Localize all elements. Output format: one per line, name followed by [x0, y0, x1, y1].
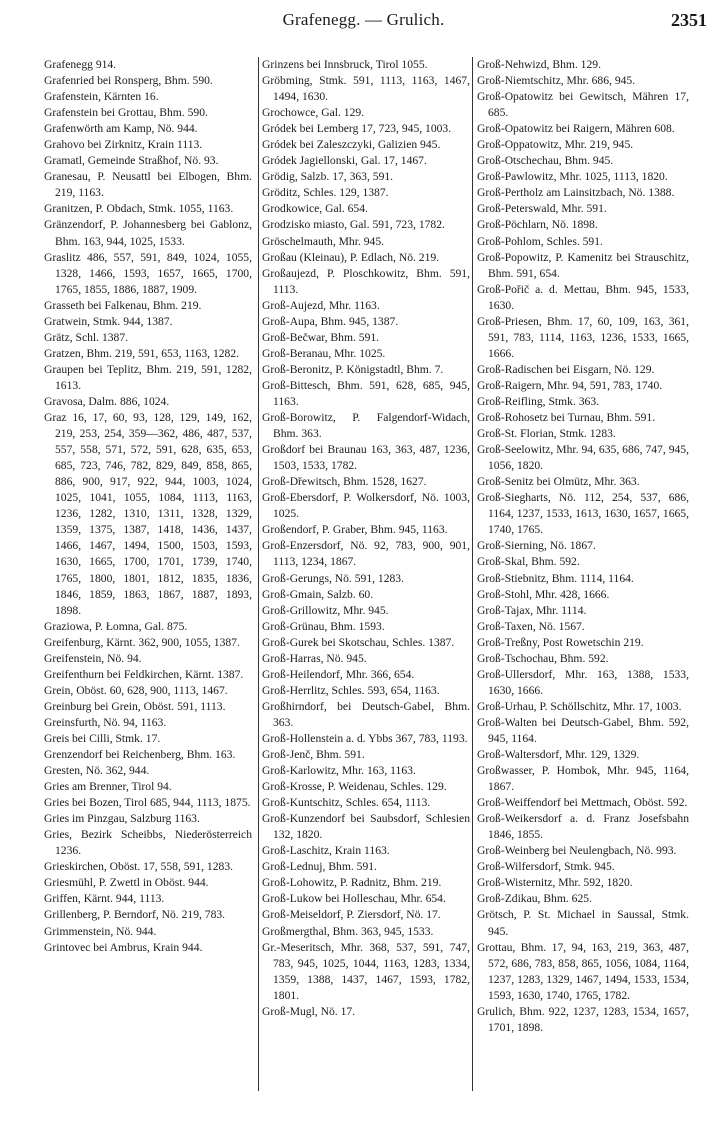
index-entry: Grafenstein bei Grottau, Bhm. 590.	[44, 106, 208, 120]
index-entry: Groß-Bečwar, Bhm. 591.	[262, 330, 380, 344]
index-entry: Graupen bei Teplitz, Bhm. 219, 591, 1282, 1613.	[44, 362, 252, 392]
index-entry: Groß-Ebersdorf, P. Wolkersdorf, Nö. 1003, 1025.	[262, 491, 470, 521]
index-entry: Groß-Weiffendorf bei Mettmach, Oböst. 592.	[477, 796, 688, 810]
index-entry: Gränzendorf, P. Johannesberg bei Gablonz, Bhm. 163, 944, 1025, 1533.	[44, 218, 252, 248]
column-divider	[258, 57, 259, 1091]
index-entry: Grulich, Bhm. 922, 1237, 1283, 1534, 1657, 1701, 1898.	[477, 1004, 689, 1034]
index-entry: Großaujezd, P. Ploschkowitz, Bhm. 591, 1113.	[262, 266, 470, 296]
index-entry: Groß-Taxen, Nö. 1567.	[477, 619, 585, 633]
index-entry: Grintovec bei Ambrus, Krain 944.	[44, 940, 203, 954]
index-entry: Graziowa, P. Łomna, Gal. 875.	[44, 619, 188, 633]
index-column-3	[477, 57, 689, 1036]
index-entry: Groß-Peterswald, Mhr. 591.	[477, 202, 607, 216]
index-entry: Groß-Borowitz, P. Falgendorf-Widach, Bhm. 363.	[262, 411, 470, 441]
index-entry: Groß-Krosse, P. Weidenau, Schles. 129.	[262, 780, 447, 794]
index-entry: Gries im Pinzgau, Salzburg 1163.	[44, 812, 200, 826]
index-entry: Groß-Waltersdorf, Mhr. 129, 1329.	[477, 748, 640, 762]
index-entry: Groß-Grünau, Bhm. 1593.	[262, 619, 385, 633]
index-entry: Groß-Enzersdorf, Nö. 92, 783, 900, 901, 1113, 1234, 1867.	[262, 539, 470, 569]
index-entry: Grinzens bei Innsbruck, Tirol 1055.	[262, 58, 428, 71]
index-entry: Grasseth bei Falkenau, Bhm. 219.	[44, 298, 202, 312]
index-entry: Greinburg bei Grein, Oböst. 591, 1113.	[44, 699, 226, 713]
index-entry: Groß-Bittesch, Bhm. 591, 628, 685, 945, 1163.	[262, 378, 470, 408]
index-entry: Groß-Senitz bei Olmütz, Mhr. 363.	[477, 475, 640, 489]
index-entry: Groß-Otschechau, Bhm. 945.	[477, 154, 614, 168]
index-entry: Großhirndorf, bei Deutsch-Gabel, Bhm. 363.	[262, 699, 470, 729]
index-entry: Großmergthal, Bhm. 363, 945, 1533.	[262, 924, 434, 938]
index-entry: Grimmenstein, Nö. 944.	[44, 924, 157, 938]
index-entry: Greifenthurn bei Feldkirchen, Kärnt. 1387.	[44, 667, 244, 681]
index-entry: Grötsch, P. St. Michael in Saussal, Stmk. 945.	[477, 908, 689, 938]
index-entry: Grödig, Salzb. 17, 363, 591.	[262, 170, 394, 184]
index-entry: Gries am Brenner, Tirol 94.	[44, 780, 172, 794]
index-entry: Groß-Beranau, Mhr. 1025.	[262, 346, 386, 360]
index-entry: Groß-Stohl, Mhr. 428, 1666.	[477, 587, 610, 601]
index-entry: Groß-Herrlitz, Schles. 593, 654, 1163.	[262, 683, 440, 697]
index-entry: Groß-Meiseldorf, P. Ziersdorf, Nö. 17.	[262, 908, 441, 922]
index-entry: Groß-Gurek bei Skotschau, Schles. 1387.	[262, 635, 455, 649]
index-entry: Grieskirchen, Oböst. 17, 558, 591, 1283.	[44, 860, 234, 874]
index-entry: Graz 16, 17, 60, 93, 128, 129, 149, 162, 219, 253, 254, 359—362, 486, 487, 537, 557, 558, 571, 572, 591, 628, 635, 653, 685, 723, 746, 782, 829, 849, 858, 865, 886, 900, 917, 922, 944, 1003, 1024, 1025, 1041, 1055, 1084, 1113, 1163, 1236, 1282, 1310, 1311, 1328, 1329, 1359, 1375, 1387, 1418, 1436, 1437, 1466, 1467, 1494, 1500, 1503, 1593, 1630, 1665, 1700, 1701, 1739, 1740, 1765, 1800, 1801, 1812, 1835, 1836, 1846, 1859, 1863, 1867, 1887, 1893, 1898.	[44, 411, 252, 617]
index-entry: Groß-Laschitz, Krain 1163.	[262, 844, 390, 858]
column-divider	[472, 57, 473, 1091]
index-entry: Groß-Sierning, Nö. 1867.	[477, 539, 596, 553]
index-column-1	[44, 57, 252, 956]
index-entry: Grafenried bei Ronsperg, Bhm. 590.	[44, 74, 213, 88]
index-entry: Groß-Seelowitz, Mhr. 94, 635, 686, 747, 945, 1056, 1820.	[477, 443, 689, 473]
index-entry: Greis bei Cilli, Stmk. 17.	[44, 731, 161, 745]
index-entry: Groß-Lohowitz, P. Radnitz, Bhm. 219.	[262, 876, 442, 890]
index-entry: Grein, Oböst. 60, 628, 900, 1113, 1467.	[44, 683, 228, 697]
index-entry: Groß-Tajax, Mhr. 1114.	[477, 603, 587, 617]
index-entry: Groß-Gmain, Salzb. 60.	[262, 587, 374, 601]
index-entry: Groß-Ullersdorf, Mhr. 163, 1388, 1533, 1630, 1666.	[477, 667, 689, 697]
index-entry: Groß-Raigern, Mhr. 94, 591, 783, 1740.	[477, 378, 663, 392]
index-entry: Groß-Pawlowitz, Mhr. 1025, 1113, 1820.	[477, 170, 668, 184]
index-entry: Grodzisko miasto, Gal. 591, 723, 1782.	[262, 218, 445, 232]
index-entry: Groß-Aujezd, Mhr. 1163.	[262, 298, 380, 312]
index-entry: Groß-Stiebnitz, Bhm. 1114, 1164.	[477, 571, 634, 585]
index-entry: Granesau, P. Neusattl bei Elbogen, Bhm. 219, 1163.	[44, 170, 252, 200]
index-entry: Gries bei Bozen, Tirol 685, 944, 1113, 1875.	[44, 796, 251, 810]
index-entry: Graslitz 486, 557, 591, 849, 1024, 1055, 1328, 1466, 1593, 1657, 1665, 1700, 1765, 1855, 1886, 1887, 1909.	[44, 250, 252, 296]
index-entry: Gr.-Meseritsch, Mhr. 368, 537, 591, 747, 783, 945, 1025, 1044, 1163, 1283, 1334, 1359, 1388, 1437, 1467, 1593, 1782, 1801.	[262, 940, 470, 1002]
index-entry: Gramatl, Gemeinde Straßhof, Nö. 93.	[44, 154, 219, 168]
index-entry: Grafenwörth am Kamp, Nö. 944.	[44, 122, 198, 136]
index-entry: Groß-Pořič a. d. Mettau, Bhm. 945, 1533, 1630.	[477, 282, 689, 312]
index-entry: Grottau, Bhm. 17, 94, 163, 219, 363, 487, 572, 686, 783, 858, 865, 1056, 1084, 1164, 1237, 1283, 1329, 1467, 1494, 1533, 1534, 1593, 1630, 1740, 1765, 1782.	[477, 940, 689, 1002]
index-entry: Gröschelmauth, Mhr. 945.	[262, 234, 385, 248]
index-entry: Gresten, Nö. 362, 944.	[44, 764, 150, 778]
index-entry: Greifenstein, Nö. 94.	[44, 651, 142, 665]
index-entry: Groß-Walten bei Deutsch-Gabel, Bhm. 592, 945, 1164.	[477, 715, 689, 745]
index-entry: Groß-Hollenstein a. d. Ybbs 367, 783, 1193.	[262, 731, 468, 745]
index-entry: Gródek Jagiellonski, Gal. 17, 1467.	[262, 154, 427, 168]
index-entry: Grillenberg, P. Berndorf, Nö. 219, 783.	[44, 908, 226, 922]
page-number: 2351	[671, 10, 707, 30]
index-entry: Groß-Urhau, P. Schöllschitz, Mhr. 17, 1003.	[477, 699, 682, 713]
index-entry: Gravosa, Dalm. 886, 1024.	[44, 394, 170, 408]
index-entry: Groß-Dřewitsch, Bhm. 1528, 1627.	[262, 475, 427, 489]
index-entry: Groß-Pertholz am Lainsitzbach, Nö. 1388.	[477, 186, 675, 200]
index-entry: Groß-Reifling, Stmk. 363.	[477, 394, 600, 408]
index-entry: Gröditz, Schles. 129, 1387.	[262, 186, 389, 200]
index-entry: Gröbming, Stmk. 591, 1113, 1163, 1467, 1494, 1630.	[262, 74, 470, 104]
index-entry: Groß-Jenč, Bhm. 591.	[262, 748, 365, 762]
index-entry: Granitzen, P. Obdach, Stmk. 1055, 1163.	[44, 202, 234, 216]
index-entry: Groß-Kuntschitz, Schles. 654, 1113.	[262, 796, 431, 810]
index-entry: Groß-Weikersdorf a. d. Franz Josefsbahn 1846, 1855.	[477, 812, 689, 842]
index-entry: Groß-Pohlom, Schles. 591.	[477, 234, 603, 248]
index-entry: Großwasser, P. Hombok, Mhr. 945, 1164, 1867.	[477, 764, 689, 794]
index-entry: Grafenegg 914.	[44, 58, 117, 71]
index-column-2	[262, 57, 470, 1020]
index-entry: Gródek bei Zaleszczyki, Galizien 945.	[262, 138, 441, 152]
index-entry: Groß-Oppatowitz, Mhr. 219, 945.	[477, 138, 634, 152]
index-entry: Grahovo bei Zirknitz, Krain 1113.	[44, 138, 203, 152]
index-entry: Griffen, Kärnt. 944, 1113.	[44, 892, 165, 906]
index-entry: Groß-Lukow bei Holleschau, Mhr. 654.	[262, 892, 446, 906]
index-entry: Groß-Lednuj, Bhm. 591.	[262, 860, 377, 874]
index-entry: Groß-Skal, Bhm. 592.	[477, 555, 580, 569]
index-entry: Groß-Treßny, Post Rowetschin 219.	[477, 635, 644, 649]
running-head: Grafenegg. — Grulich.	[282, 10, 445, 29]
index-entry: Groß-Kunzendorf bei Saubsdorf, Schlesien 132, 1820.	[262, 812, 470, 842]
index-entry: Gries, Bezirk Scheibbs, Niederösterreich 1236.	[44, 828, 252, 858]
index-entry: Groß-Pöchlarn, Nö. 1898.	[477, 218, 598, 232]
index-entry: Groß-Harras, Nö. 945.	[262, 651, 367, 665]
index-entry: Groß-Opatowitz bei Gewitsch, Mähren 17, 685.	[477, 90, 689, 120]
index-entry: Gratzen, Bhm. 219, 591, 653, 1163, 1282.	[44, 346, 240, 360]
index-entry: Greinsfurth, Nö. 94, 1163.	[44, 715, 167, 729]
index-entry: Groß-Wisternitz, Mhr. 592, 1820.	[477, 876, 633, 890]
index-entry: Groß-Grillowitz, Mhr. 945.	[262, 603, 389, 617]
index-entry: Groß-Priesen, Bhm. 17, 60, 109, 163, 361, 591, 783, 1114, 1163, 1236, 1533, 1665, 1666.	[477, 314, 689, 360]
index-entry: Groß-Aupa, Bhm. 945, 1387.	[262, 314, 399, 328]
index-entry: Grätz, Schl. 1387.	[44, 330, 129, 344]
index-entry: Grafenstein, Kärnten 16.	[44, 90, 159, 104]
index-entry: Groß-Nehwizd, Bhm. 129.	[477, 58, 601, 71]
index-entry: Groß-Tschochau, Bhm. 592.	[477, 651, 609, 665]
index-entry: Groß-Karlowitz, Mhr. 163, 1163.	[262, 764, 416, 778]
index-entry: Großau (Kleinau), P. Edlach, Nö. 219.	[262, 250, 440, 264]
index-entry: Groß-St. Florian, Stmk. 1283.	[477, 427, 616, 441]
index-entry: Groß-Opatowitz bei Raigern, Mähren 608.	[477, 122, 675, 136]
index-entry: Groß-Heilendorf, Mhr. 366, 654.	[262, 667, 415, 681]
index-entry: Großdorf bei Braunau 163, 363, 487, 1236, 1503, 1533, 1782.	[262, 443, 470, 473]
index-entry: Groß-Gerungs, Nö. 591, 1283.	[262, 571, 405, 585]
index-entry: Groß-Radischen bei Eisgarn, Nö. 129.	[477, 362, 655, 376]
index-entry: Groß-Wilfersdorf, Stmk. 945.	[477, 860, 615, 874]
index-entry: Großendorf, P. Graber, Bhm. 945, 1163.	[262, 523, 448, 537]
index-entry: Groß-Weinberg bei Neulengbach, Nö. 993.	[477, 844, 677, 858]
index-entry: Groß-Zdikau, Bhm. 625.	[477, 892, 592, 906]
index-entry: Griesmühl, P. Zwettl in Oböst. 944.	[44, 876, 209, 890]
index-entry: Grenzendorf bei Reichenberg, Bhm. 163.	[44, 748, 236, 762]
index-entry: Groß-Popowitz, P. Kamenitz bei Strauschitz, Bhm. 591, 654.	[477, 250, 689, 280]
page-header	[0, 10, 727, 36]
index-entry: Groß-Beronitz, P. Königstadtl, Bhm. 7.	[262, 362, 444, 376]
index-entry: Groß-Mugl, Nö. 17.	[262, 1004, 356, 1018]
index-entry: Grodkowice, Gal. 654.	[262, 202, 368, 216]
index-entry: Groß-Siegharts, Nö. 112, 254, 537, 686, 1164, 1237, 1533, 1613, 1630, 1657, 1665, 1740, 1765.	[477, 491, 689, 537]
index-entry: Groß-Rohosetz bei Turnau, Bhm. 591.	[477, 411, 656, 425]
index-entry: Greifenburg, Kärnt. 362, 900, 1055, 1387.	[44, 635, 240, 649]
index-entry: Gródek bei Lemberg 17, 723, 945, 1003.	[262, 122, 452, 136]
index-entry: Grochowce, Gal. 129.	[262, 106, 365, 120]
index-entry: Gratwein, Stmk. 944, 1387.	[44, 314, 173, 328]
index-entry: Groß-Niemtschitz, Mhr. 686, 945.	[477, 74, 636, 88]
